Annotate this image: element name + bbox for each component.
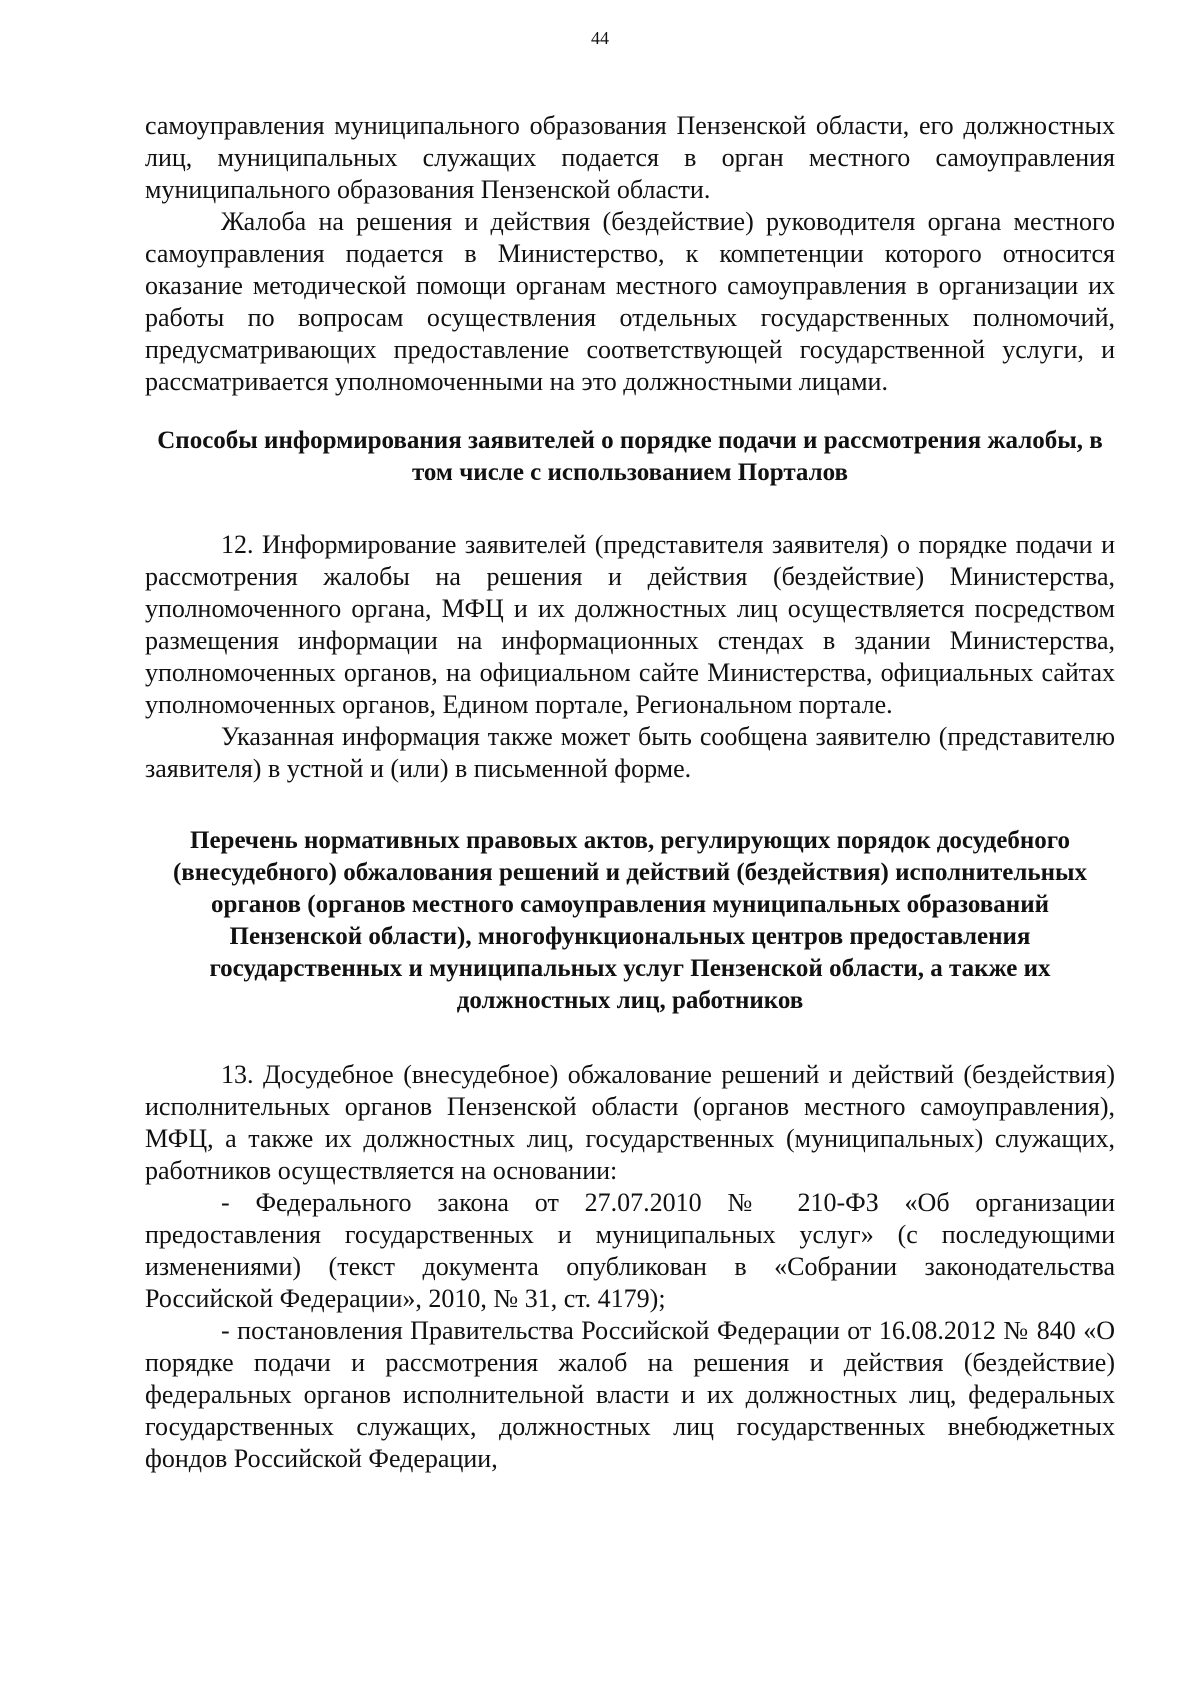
list-item-government-decree: - постановления Правительства Российской Федерации от 16.08.2012 № 840 «О порядке подачи и рассмотрения жалоб на решения и действия (бездействие) федеральных органов исполнительной власти и их должностных лиц, федеральных государственных служащих, должностных лиц государственных внебюджетных фондов Российской Федерации, — [145, 1316, 1115, 1473]
section-heading-legal-acts: Перечень нормативных правовых актов, регулирующих порядок досудебного (внесудебного) обжалования решений и действий (бездействия) исполнительных органов (органов местного самоуправления муниципальных образований Пензенской области), многофункциональных центров предоставления государственных и муниципальных услуг Пензенской области, а также их должностных лиц, работников — [172, 827, 1088, 1014]
page-number: 44 — [591, 28, 609, 48]
section-heading-informing: Способы информирования заявителей о порядке подачи и рассмотрения жалобы, в том числе с использованием Порталов — [157, 427, 1103, 486]
paragraph-continuation: самоуправления муниципального образования Пензенской области, его должностных лиц, муниципальных служащих подается в орган местного самоуправления муниципального образования Пензенской области. — [145, 111, 1115, 204]
paragraph-item-13: 13. Досудебное (внесудебное) обжалование решений и действий (бездействия) исполнительных органов Пензенской области (органов местного самоуправления), МФЦ, а также их должностных лиц, государственных (муниципальных) служащих, работников осуществляется на основании: — [145, 1060, 1115, 1185]
paragraph-item-12: 12. Информирование заявителей (представителя заявителя) о порядке подачи и рассмотрения жалобы на решения и действия (бездействие) Министерства, уполномоченного органа, МФЦ и их должностных лиц осуществляется посредством размещения информации на информационных стендах в здании Министерства, уполномоченных органов, на официальном сайте Министерства, официальных сайтах уполномоченных органов, Едином портале, Региональном портале. — [145, 530, 1115, 719]
list-item-federal-law: - Федерального закона от 27.07.2010 № 210-ФЗ «Об организации предоставления государственных и муниципальных услуг» (с последующими изменениями) (текст документа опубликован в «Собрании законодательства Российской Федерации», 2010, № 31, ст. 4179); — [145, 1188, 1115, 1313]
paragraph-complaint-head: Жалоба на решения и действия (бездействие) руководителя органа местного самоуправления подается в Министерство, к компетенции которого относится оказание методической помощи органам местного самоуправления в организации их работы по вопросам осуществления отдельных государственных полномочий, предусматривающих предоставление соответствующей государственной услуги, и рассматривается уполномоченными на это должностными лицами. — [145, 207, 1115, 396]
document-body — [145, 110, 1115, 1475]
paragraph-item-12-note: Указанная информация также может быть сообщена заявителю (представителю заявителя) в устной и (или) в письменной форме. — [145, 722, 1115, 783]
